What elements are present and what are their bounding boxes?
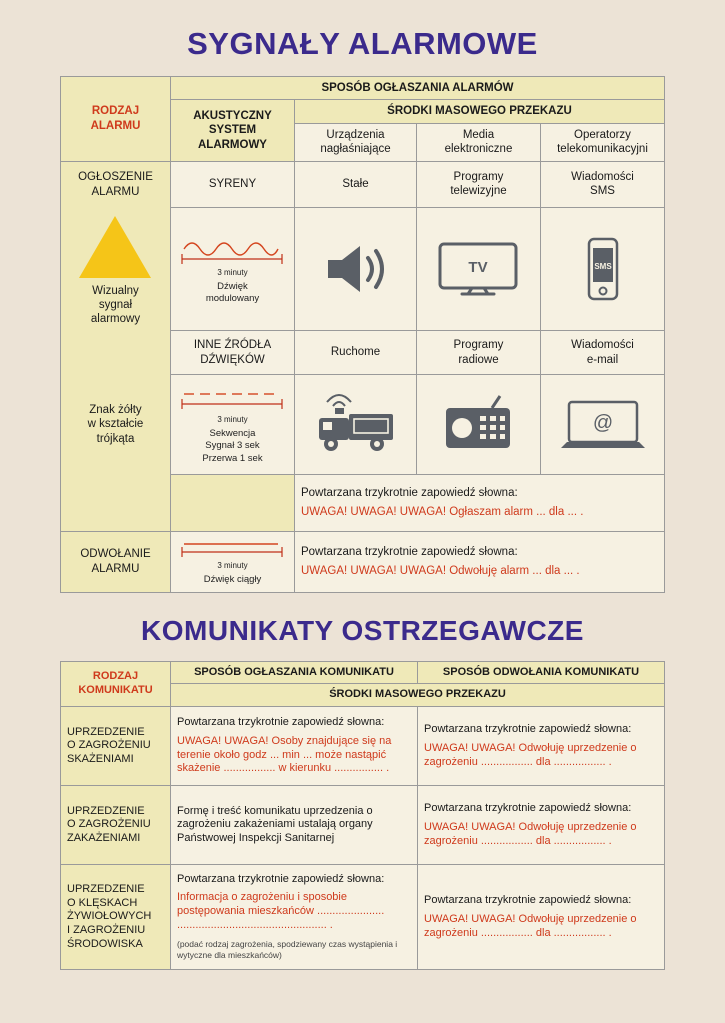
w-r1-l2: O ZAGROŻENIU — [67, 739, 151, 752]
cell-firetruck-icon — [294, 375, 416, 475]
email-line2: e-mail — [586, 353, 619, 366]
warning-messages-table — [60, 661, 665, 971]
visual-line2: sygnał — [98, 298, 133, 311]
tel-line2: telekomunikacyjni — [557, 143, 648, 156]
cell-sequence-wave — [170, 375, 294, 475]
table-row — [60, 375, 664, 475]
w-r3-announce-intro: Powtarzana trzykrotnie zapowiedź słowna: — [177, 872, 385, 885]
svg-text:TV: TV — [468, 259, 489, 277]
table-row — [60, 208, 664, 331]
cell-email-laptop-icon — [540, 375, 664, 475]
w-r3-l2: O KLĘSKACH — [67, 896, 138, 909]
wave3-desc: Dźwięk ciągły — [203, 574, 262, 586]
wave2-desc1: Sekwencja — [209, 428, 256, 440]
cell-left-spacer-2 — [170, 475, 294, 532]
header-mass-media: ŚRODKI MASOWEGO PRZEKAZU — [294, 100, 664, 123]
w-r3-note: (podać rodzaj zagrożenia, spodziewany czas wystąpienia i wytyczne dla mieszkańców) — [177, 938, 398, 961]
w-r3-cancel-text: UWAGA! UWAGA! Odwołuję uprzedzenie o zagrożeniu ................. dla ................. . — [424, 912, 637, 939]
wave2-time: 3 minuty — [217, 415, 248, 425]
radio-icon — [438, 394, 518, 456]
header-electronic-media — [416, 123, 540, 161]
header-kind-line1: RODZAJ — [91, 105, 140, 118]
cell-yellow-sign — [60, 331, 170, 375]
tv-line1: Programy — [453, 170, 504, 183]
header-kind-of-alarm — [60, 77, 170, 162]
visual-line3: alarmowy — [90, 313, 141, 326]
speech-cancel-intro: Powtarzana trzykrotnie zapowiedź słowna: — [300, 545, 518, 558]
speech-cancel-text: UWAGA! UWAGA! UWAGA! Odwołuję alarm ... dla ... . — [300, 565, 580, 578]
table-row — [61, 707, 665, 786]
sms-phone-icon — [580, 236, 626, 302]
header-cancel-message: SPOSÓB ODWOŁANIA KOMUNIKATU — [418, 661, 665, 684]
laptop-icon — [555, 394, 651, 456]
w-r1-announce-intro: Powtarzana trzykrotnie zapowiedź słowna: — [177, 716, 385, 729]
wave2-desc3: Przerwa 1 sek — [202, 452, 263, 464]
w-r3-l3: ŻYWIOŁOWYCH — [67, 910, 152, 923]
row-label-disasters — [61, 865, 171, 970]
other-src-line1: INNE ŹRÓDŁA — [193, 339, 272, 352]
w-r2-cancel-intro: Powtarzana trzykrotnie zapowiedź słowna: — [424, 802, 632, 814]
tel-line1: Operatorzy — [574, 128, 631, 141]
wave1-time: 3 minuty — [217, 267, 248, 277]
cell-tv-icon — [416, 208, 540, 331]
pa-line2: nagłaśniające — [320, 143, 391, 156]
cell-stale: Stałe — [294, 161, 416, 208]
cell-announce-contamination — [171, 707, 418, 786]
cell-speech-cancel — [294, 531, 664, 592]
header-kind-line2: ALARMU — [90, 119, 141, 132]
header-public-address — [294, 123, 416, 161]
w-r2-l1: UPRZEDZENIE — [67, 804, 145, 817]
table-row — [61, 786, 665, 865]
tv-icon — [432, 238, 524, 300]
pa-line1: Urządzenia — [326, 128, 385, 141]
other-src-line2: DŹWIĘKÓW — [200, 353, 265, 366]
yellow-line2: w kształcie — [87, 418, 144, 431]
alarm-signals-table — [60, 76, 665, 593]
table-row — [60, 77, 664, 100]
table-row — [61, 661, 665, 684]
email-line1: Wiadomości — [571, 339, 634, 352]
w-r2-announce-intro: Formę i treść komunikatu uprzedzenia o zagrożeniu zakażeniami ustalają organy Państwowej Inspekcji Sanitarnej — [177, 804, 373, 844]
fire-truck-icon — [305, 392, 405, 458]
w-r1-l3: SKAŻENIAMI — [67, 753, 134, 765]
wave2-desc2: Sygnał 3 sek — [205, 440, 260, 452]
row-label-infection — [61, 786, 171, 865]
cell-radio-programs — [416, 331, 540, 375]
sequence-wave-icon — [178, 384, 286, 414]
table-row — [60, 161, 664, 208]
continuous-wave-icon — [178, 536, 286, 560]
radio-line1: Programy — [453, 339, 504, 352]
cell-sirens: SYRENY — [170, 161, 294, 208]
w-r2-l2: O ZAGROŻENIU — [67, 818, 151, 831]
w-r3-cancel-intro: Powtarzana trzykrotnie zapowiedź słowna: — [424, 894, 632, 906]
cell-email — [540, 331, 664, 375]
em-line1: Media — [462, 128, 495, 141]
cell-visual-signal — [60, 208, 170, 331]
w-r3-l1: UPRZEDZENIE — [67, 882, 145, 895]
w-r1-l1: UPRZEDZENIE — [67, 725, 145, 738]
table-row — [60, 331, 664, 375]
cell-cancel-contamination — [418, 707, 665, 786]
wave1-desc1: Dźwięk — [217, 280, 248, 292]
page-title-warnings: KOMUNIKATY OSTRZEGAWCZE — [141, 614, 584, 646]
cell-yellow-triangle-text — [60, 375, 170, 475]
w-r1-announce-text: UWAGA! UWAGA! Osoby znajdujące się na terenie około godz ... min ... może nastąpić skażenie ................. w kierunku ................ . — [177, 734, 392, 775]
cell-announce-infection — [171, 786, 418, 865]
wave1-desc2: modulowany — [205, 293, 260, 305]
yellow-line1: Znak żółty — [89, 404, 142, 417]
announce-alarm-line2: ALARMU — [91, 185, 140, 198]
sms-line2: SMS — [590, 185, 615, 198]
w-r1-cancel-intro: Powtarzana trzykrotnie zapowiedź słowna: — [424, 723, 632, 735]
wave3-time: 3 minuty — [217, 561, 248, 571]
cell-radio-icon — [416, 375, 540, 475]
table-row — [60, 475, 664, 532]
announce-alarm-line1: OGŁOSZENIE — [78, 171, 153, 184]
header-telecom-operators — [540, 123, 664, 161]
cell-cancel-disasters — [418, 865, 665, 970]
header-mass-media-2: ŚRODKI MASOWEGO PRZEKAZU — [171, 684, 665, 707]
w-r2-l3: ZAKAŻENIAMI — [67, 832, 141, 844]
table-row — [60, 531, 664, 592]
header-kind-of-message — [61, 661, 171, 707]
row-label-cancel-alarm — [60, 531, 170, 592]
cell-speaker-icon — [294, 208, 416, 331]
speech-announce-intro: Powtarzana trzykrotnie zapowiedź słowna: — [300, 487, 518, 499]
w-kind-line1: RODZAJ — [92, 670, 139, 683]
header-announce-method: SPOSÓB OGŁASZANIA ALARMÓW — [170, 77, 664, 100]
acoustic-line3: ALARMOWY — [197, 138, 267, 151]
cancel-alarm-line1: ODWOŁANIE — [80, 548, 151, 561]
cell-tv-programs — [416, 161, 540, 208]
svg-text:@: @ — [592, 411, 613, 434]
sms-line1: Wiadomości — [571, 170, 634, 183]
speech-announce-text: UWAGA! UWAGA! UWAGA! Ogłaszam alarm ... dla ... . — [300, 506, 584, 519]
row-label-contamination — [61, 707, 171, 786]
cell-speech-announce — [294, 475, 664, 532]
w-kind-line2: KOMUNIKATU — [78, 683, 153, 696]
row-label-announce-alarm — [60, 161, 170, 208]
acoustic-line1: AKUSTYCZNY — [193, 109, 272, 122]
acoustic-line2: SYSTEM — [208, 124, 257, 137]
cell-sms — [540, 161, 664, 208]
speaker-icon — [318, 238, 392, 300]
svg-text:SMS: SMS — [593, 262, 612, 272]
cancel-alarm-line2: ALARMU — [91, 562, 140, 575]
yellow-line3: trójkąta — [96, 432, 135, 445]
cell-modulated-wave — [170, 208, 294, 331]
w-r3-l5: ŚRODOWISKA — [67, 937, 143, 950]
table-row — [61, 865, 665, 970]
cell-other-sound-sources — [170, 331, 294, 375]
w-r2-cancel-text: UWAGA! UWAGA! Odwołuję uprzedzenie o zagrożeniu ................. dla ................. . — [424, 820, 637, 847]
radio-line2: radiowe — [458, 353, 499, 366]
header-acoustic-system — [170, 100, 294, 161]
cell-ruchome: Ruchome — [294, 331, 416, 375]
cell-continuous-wave — [170, 531, 294, 592]
cell-sms-phone-icon — [540, 208, 664, 331]
tv-line2: telewizyjne — [450, 185, 507, 198]
modulated-wave-icon — [178, 233, 286, 267]
cell-cancel-infection — [418, 786, 665, 865]
page-title-alarms: SYGNAŁY ALARMOWE — [187, 26, 538, 61]
visual-line1: Wizualny — [92, 284, 139, 297]
em-line2: elektroniczne — [444, 143, 513, 156]
w-r3-announce-text: Informacja o zagrożeniu i sposobie postępowania mieszkańców ...................... ................................................. . — [177, 891, 385, 931]
w-r3-l4: I ZAGROŻENIU — [67, 924, 146, 936]
cell-announce-disasters — [171, 865, 418, 970]
warning-triangle-icon — [79, 216, 151, 278]
cell-left-spacer — [60, 475, 170, 532]
header-announce-message: SPOSÓB OGŁASZANIA KOMUNIKATU — [171, 661, 418, 684]
w-r1-cancel-text: UWAGA! UWAGA! Odwołuję uprzedzenie o zagrożeniu ................. dla ................. . — [424, 741, 637, 768]
